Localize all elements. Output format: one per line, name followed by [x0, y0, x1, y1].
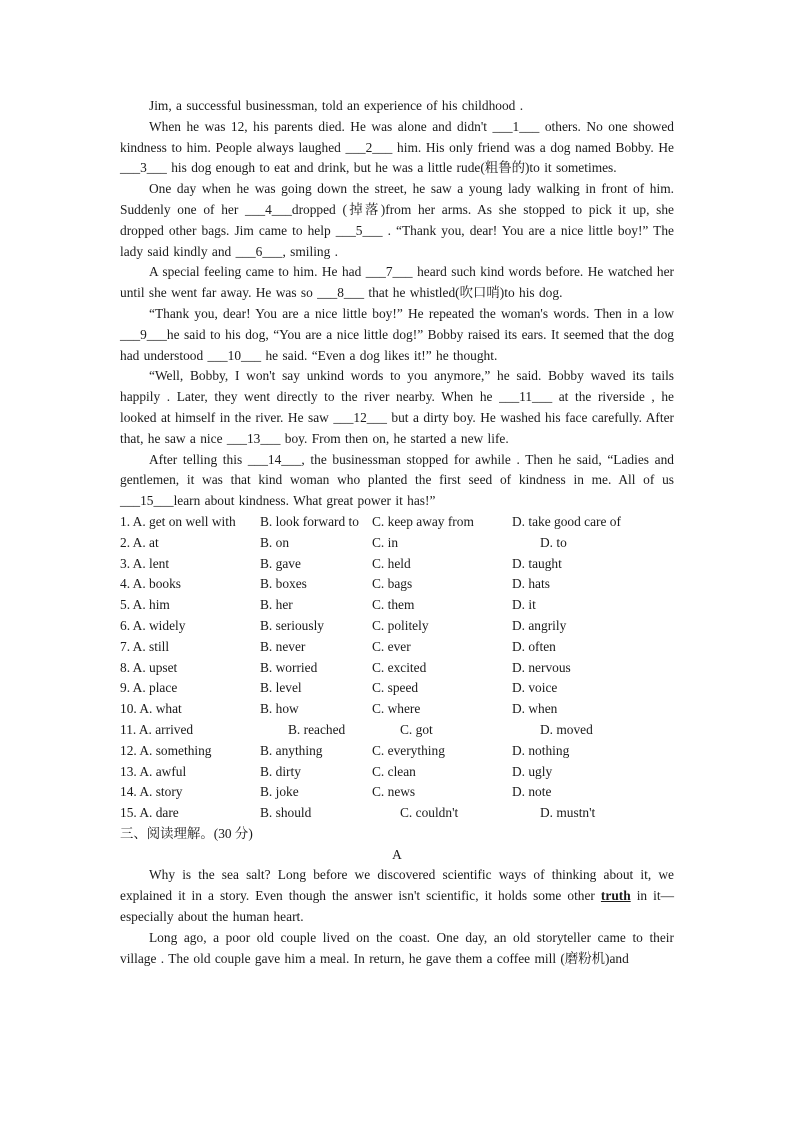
option-d: D. angrily [512, 617, 567, 633]
option-row-7 [120, 637, 674, 658]
options-list [120, 512, 674, 824]
passage-paragraph-6: “Well, Bobby, I won't say unkind words to you anymore,” he said. Bobby waved its tails happily . Later, they went directly to the river nearby. When he ___11___ at the riverside , he looked at himself in the river. He saw ___12___ but a dirty boy. He washed his face carefully. After that, he saw a nice ___13___ boy. From then on, he started a new life. [120, 368, 674, 446]
option-d: D. voice [512, 680, 558, 696]
option-d: D. note [512, 784, 552, 800]
option-a: 1. A. get on well with [120, 513, 236, 529]
option-b: B. level [260, 680, 302, 696]
option-b: B. look forward to [260, 513, 359, 529]
reading-text: in it—especially about the human heart. [120, 888, 674, 925]
option-row-14 [120, 782, 674, 803]
option-b: B. reached [288, 721, 346, 737]
option-row-6 [120, 616, 674, 637]
option-c: C. excited [372, 659, 427, 675]
option-b: B. seriously [260, 617, 324, 633]
option-row-1 [120, 512, 674, 533]
reading-text: Why is the sea salt? Long before we discovered scientific ways of thinking about it, we explained it in a story. Even though the answer isn't scientific, it holds some other [120, 867, 674, 904]
option-b: B. dirty [260, 763, 301, 779]
option-c: C. got [400, 721, 433, 737]
option-c: C. bags [372, 576, 413, 592]
option-d: D. hats [512, 576, 550, 592]
option-a: 15. A. dare [120, 805, 179, 821]
option-c: C. clean [372, 763, 416, 779]
option-row-10 [120, 699, 674, 720]
option-row-5 [120, 595, 674, 616]
option-row-12 [120, 741, 674, 762]
option-a: 11. A. arrived [120, 721, 194, 737]
option-a: 3. A. lent [120, 555, 170, 571]
option-a: 12. A. something [120, 742, 212, 758]
section-heading: 三、阅读理解。(30 分) [120, 825, 253, 841]
reading-paragraph-2: Long ago, a poor old couple lived on the coast. One day, an old storyteller came to their village . The old couple gave him a meal. In return, he gave them a coffee mill (磨粉机)and [120, 929, 674, 966]
option-c: C. politely [372, 617, 429, 633]
option-a: 14. A. story [120, 784, 183, 800]
option-a: 5. A. him [120, 597, 170, 613]
option-d: D. when [512, 701, 558, 717]
passage-paragraph-7: After telling this ___14___, the businessman stopped for awhile . Then he said, “Ladies and gentlemen, it was that kind woman who planted the first seed of kindness in me. All of us ___15___learn about kindness. What great power it has!” [120, 451, 674, 509]
option-row-13 [120, 762, 674, 783]
passage-paragraph-3: One day when he was going down the street, he saw a young lady walking in front of him. Suddenly one of her ___4___dropped (掉落)from her arms. As she stopped to pick it up, she dropped other bags. Jim came to help ___5___ . “Thank you, dear! You are a nice little boy!” The lady said kindly and ___6___, smiling . [120, 181, 674, 259]
option-row-11 [120, 720, 674, 741]
part-label: A [392, 846, 402, 862]
option-c: C. couldn't [400, 805, 459, 821]
option-b: B. how [260, 701, 299, 717]
option-c: C. where [372, 701, 421, 717]
option-d: D. nervous [512, 659, 571, 675]
option-a: 10. A. what [120, 701, 182, 717]
option-d: D. often [512, 638, 556, 654]
option-b: B. never [260, 638, 306, 654]
option-c: C. held [372, 555, 411, 571]
option-c: C. news [372, 784, 416, 800]
option-a: 13. A. awful [120, 763, 187, 779]
option-c: C. in [372, 534, 399, 550]
option-d: D. take good care of [512, 513, 621, 529]
option-d: D. to [540, 534, 567, 550]
option-c: C. ever [372, 638, 411, 654]
option-d: D. nothing [512, 742, 570, 758]
option-row-15 [120, 803, 674, 824]
reading-paragraph-1 [120, 865, 674, 927]
option-row-4 [120, 574, 674, 595]
option-b: B. gave [260, 555, 301, 571]
option-c: C. keep away from [372, 513, 474, 529]
option-row-2 [120, 533, 674, 554]
passage-paragraph-2: When he was 12, his parents died. He was alone and didn't ___1___ others. No one showed kindness to him. People always laughed ___2___ him. His only friend was a dog named Bobby. He ___3___ his dog enough to eat and drink, but he was a little rude(粗鲁的)to it sometimes. [120, 118, 674, 176]
option-c: C. them [372, 597, 415, 613]
worksheet-page [120, 96, 674, 969]
option-a: 9. A. place [120, 680, 178, 696]
passage-paragraph-1: Jim, a successful businessman, told an experience of his childhood . [149, 98, 524, 113]
option-row-3 [120, 554, 674, 575]
option-d: D. it [512, 597, 536, 613]
option-b: B. should [260, 805, 312, 821]
option-b: B. on [260, 534, 290, 550]
option-a: 8. A. upset [120, 659, 178, 675]
option-b: B. joke [260, 784, 299, 800]
option-b: B. worried [260, 659, 318, 675]
option-d: D. taught [512, 555, 562, 571]
option-a: 7. A. still [120, 638, 170, 654]
option-a: 4. A. books [120, 576, 182, 592]
passage-paragraph-4: A special feeling came to him. He had ___7___ heard such kind words before. He watched her until she went far away. He was so ___8___ that he whistled(吹口哨)to his dog. [120, 264, 674, 301]
option-b: B. her [260, 597, 293, 613]
option-row-9 [120, 678, 674, 699]
option-b: B. boxes [260, 576, 307, 592]
option-b: B. anything [260, 742, 323, 758]
passage-paragraph-5: “Thank you, dear! You are a nice little boy!” He repeated the woman's words. Then in a low ___9___he said to his dog, “You are a nice little dog!” Bobby raised its ears. It seemed that the dog had understood ___10___ he said. “Even a dog likes it!” he thought. [120, 305, 674, 363]
option-a: 2. A. at [120, 534, 159, 550]
option-a: 6. A. widely [120, 617, 186, 633]
highlighted-word: truth [600, 888, 631, 904]
option-d: D. ugly [512, 763, 553, 779]
option-c: C. speed [372, 680, 419, 696]
option-c: C. everything [372, 742, 445, 758]
option-d: D. moved [540, 721, 593, 737]
option-row-8 [120, 658, 674, 679]
option-d: D. mustn't [540, 805, 596, 821]
